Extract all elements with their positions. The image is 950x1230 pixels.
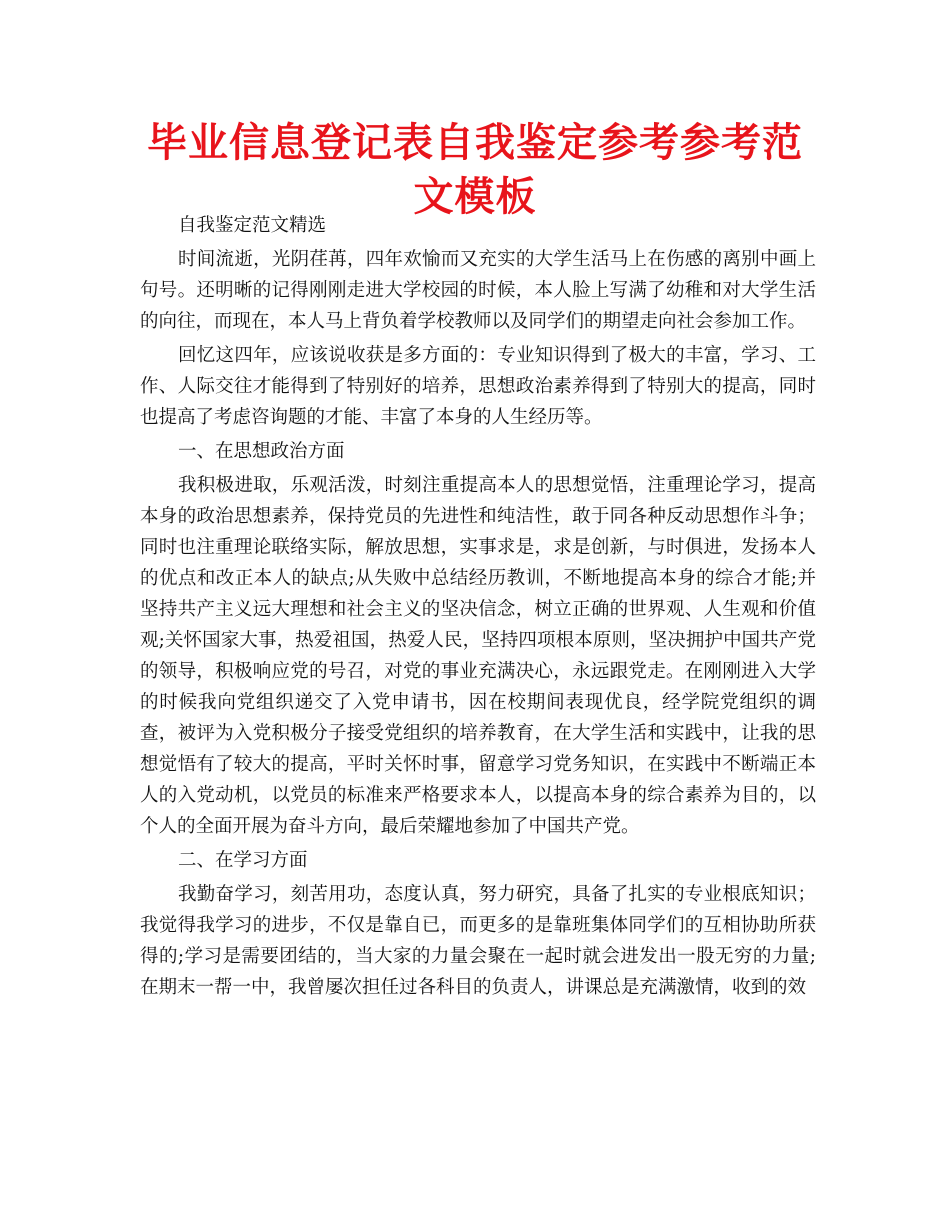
section-heading-political: 一、在思想政治方面 bbox=[178, 441, 345, 462]
document-body bbox=[140, 210, 816, 1006]
intro-paragraph: 时间流逝，光阴荏苒，四年欢愉而又充实的大学生活马上在伤感的离别中画上句号。还明晰的记得刚刚走进大学校园的时候，本人脸上写满了幼稚和对大学生活的向往，而现在，本人马上背负着学校教师以及同学们的期望走向社会参加工作。 bbox=[140, 249, 816, 332]
review-paragraph: 回忆这四年，应该说收获是多方面的：专业知识得到了极大的丰富，学习、工作、人际交往才能得到了特别好的培养，思想政治素养得到了特别大的提高，同时也提高了考虑咨询题的才能、丰富了本身的人生经历等。 bbox=[140, 345, 816, 428]
political-paragraph: 我积极进取，乐观活泼，时刻注重提高本人的思想觉悟，注重理论学习，提高本身的政治思想素养，保持党员的先进性和纯洁性，敢于同各种反动思想作斗争；同时也注重理论联络实际，解放思想，实事求是，求是创新，与时俱进，发扬本人的优点和改正本人的缺点;从失败中总结经历教训，不断地提高本身的综合才能;并坚持共产主义远大理想和社会主义的坚决信念，树立正确的世界观、人生观和价值观;关怀国家大事，热爱祖国，热爱人民，坚持四项根本原则，坚决拥护中国共产党的领导，积极响应党的号召，对党的事业充满决心，永远跟党走。在刚刚进入大学的时候我向党组织递交了入党申请书，因在校期间表现优良，经学院党组织的调查，被评为入党积极分子接受党组织的培养教育，在大学生活和实践中，让我的思想觉悟有了较大的提高，平时关怀时事，留意学习党务知识，在实践中不断端正本人的入党动机，以党员的标准来严格要求本人，以提高本身的综合素养为目的，以个人的全面开展为奋斗方向，最后荣耀地参加了中国共产党。 bbox=[140, 475, 816, 837]
section-heading-study: 二、在学习方面 bbox=[178, 850, 308, 871]
document-title: 毕业信息登记表自我鉴定参考参考范文模板 bbox=[147, 119, 803, 220]
subtitle-paragraph: 自我鉴定范文精选 bbox=[178, 215, 327, 236]
study-paragraph: 我勤奋学习，刻苦用功，态度认真，努力研究，具备了扎实的专业根底知识；我觉得我学习的进步，不仅是靠自已，而更多的是靠班集体同学们的互相协助所获得的;学习是需要团结的，当大家的力量会聚在一起时就会进发出一股无穷的力量;在期末一帮一中，我曾屡次担任过各科目的负责人，讲课总是充满激情，收到的效 bbox=[140, 884, 816, 998]
